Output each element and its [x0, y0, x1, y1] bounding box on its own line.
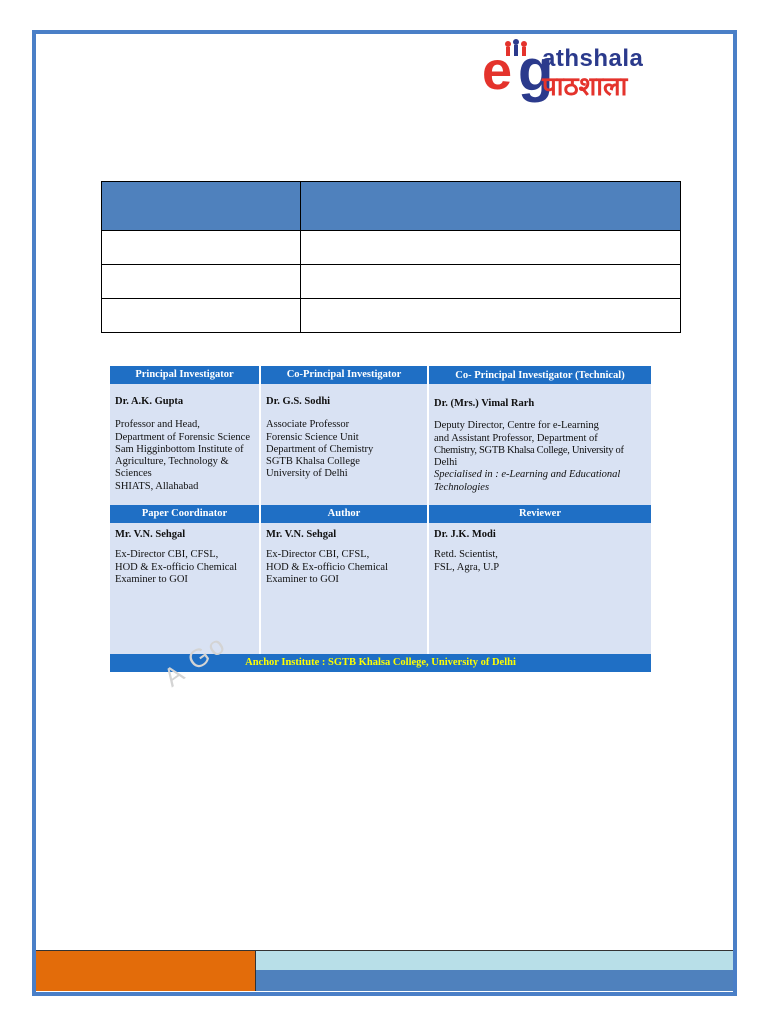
- reviewer-line: FSL, Agra, U.P: [434, 561, 500, 573]
- paper-coordinator-header: Paper Coordinator: [110, 505, 259, 523]
- principal-line: Sam Higginbottom Institute of: [115, 443, 244, 455]
- co-principal-line: SGTB Khalsa College: [266, 456, 360, 468]
- reviewer-header: Reviewer: [429, 505, 651, 523]
- co-principal-investigator-column: [261, 366, 429, 505]
- author-name: Mr. V.N. Sehgal: [266, 529, 337, 540]
- module-info-table: [101, 181, 681, 333]
- technical-investigator-column: [429, 366, 651, 505]
- footer-light-bar: [255, 950, 733, 970]
- principal-investigator-column: [110, 366, 261, 505]
- principal-line: Sciences: [115, 468, 152, 480]
- technical-line: Deputy Director, Centre for e-Learning: [434, 420, 599, 432]
- info-table-cell: [301, 231, 681, 265]
- reviewer-name: Dr. J.K. Modi: [434, 529, 496, 540]
- author-line: HOD & Ex-officio Chemical: [266, 561, 388, 573]
- anchor-institute-banner: Anchor Institute : SGTB Khalsa College, University of Delhi: [110, 654, 651, 672]
- paper-coordinator-name: Mr. V.N. Sehgal: [115, 529, 186, 540]
- co-principal-line: University of Delhi: [266, 468, 348, 480]
- co-principal-investigator-name: Dr. G.S. Sodhi: [266, 396, 331, 407]
- technical-specialisation: Technologies: [434, 481, 490, 493]
- technical-line: Delhi: [434, 457, 458, 469]
- principal-investigator-name: Dr. A.K. Gupta: [115, 396, 184, 407]
- info-table-header-cell: [102, 182, 301, 231]
- paper-coordinator-column: [110, 505, 261, 654]
- logo-letter-g: g: [518, 38, 554, 103]
- info-table-header-row: [102, 182, 681, 231]
- author-line: Ex-Director CBI, CFSL,: [266, 549, 370, 561]
- logo-letter-e: e: [482, 41, 513, 101]
- technical-line: and Assistant Professor, Department of: [434, 432, 598, 444]
- co-principal-line: Department of Chemistry: [266, 443, 374, 455]
- coordinator-line: HOD & Ex-officio Chemical: [115, 561, 237, 573]
- logo-hindi-text: पाठशाला: [542, 72, 628, 102]
- co-principal-line: Associate Professor: [266, 419, 350, 431]
- reviewer-line: Retd. Scientist,: [434, 549, 498, 561]
- credits-panel: [110, 366, 651, 672]
- logo-text: athshala: [542, 45, 644, 72]
- info-table-row: [102, 299, 681, 333]
- info-table-cell: [102, 265, 301, 299]
- info-table-header-cell: [301, 182, 681, 231]
- watermark: A Go: [158, 627, 233, 693]
- credits-top-row: [110, 366, 651, 505]
- author-column: [261, 505, 429, 654]
- coordinator-line: Examiner to GOI: [115, 573, 188, 585]
- technical-line: Chemistry, SGTB Khalsa College, University of: [434, 444, 624, 456]
- info-table-cell: [301, 299, 681, 333]
- info-table-cell: [301, 265, 681, 299]
- info-table-row: [102, 231, 681, 265]
- co-principal-line: Forensic Science Unit: [266, 431, 359, 443]
- co-principal-investigator-header: Co-Principal Investigator: [261, 366, 427, 384]
- author-line: Examiner to GOI: [266, 573, 339, 585]
- principal-investigator-header: Principal Investigator: [110, 366, 259, 384]
- principal-line: Professor and Head,: [115, 419, 200, 431]
- principal-line: Agriculture, Technology &: [115, 456, 229, 468]
- info-table-cell: [102, 231, 301, 265]
- credits-middle-row: [110, 505, 651, 654]
- footer-orange-bar: [36, 950, 255, 991]
- principal-line: Department of Forensic Science: [115, 431, 250, 443]
- technical-specialisation: Specialised in : e-Learning and Educational: [434, 469, 621, 481]
- author-header: Author: [261, 505, 427, 523]
- technical-investigator-name: Dr. (Mrs.) Vimal Rarh: [434, 398, 535, 409]
- info-table-cell: [102, 299, 301, 333]
- epathshala-logo: [478, 38, 714, 108]
- reviewer-column: [429, 505, 651, 654]
- coordinator-line: Ex-Director CBI, CFSL,: [115, 549, 219, 561]
- footer-blue-bar: [255, 970, 733, 991]
- info-table-row: [102, 265, 681, 299]
- principal-line: SHIATS, Allahabad: [115, 480, 199, 492]
- technical-investigator-header: Co- Principal Investigator (Technical): [429, 366, 651, 384]
